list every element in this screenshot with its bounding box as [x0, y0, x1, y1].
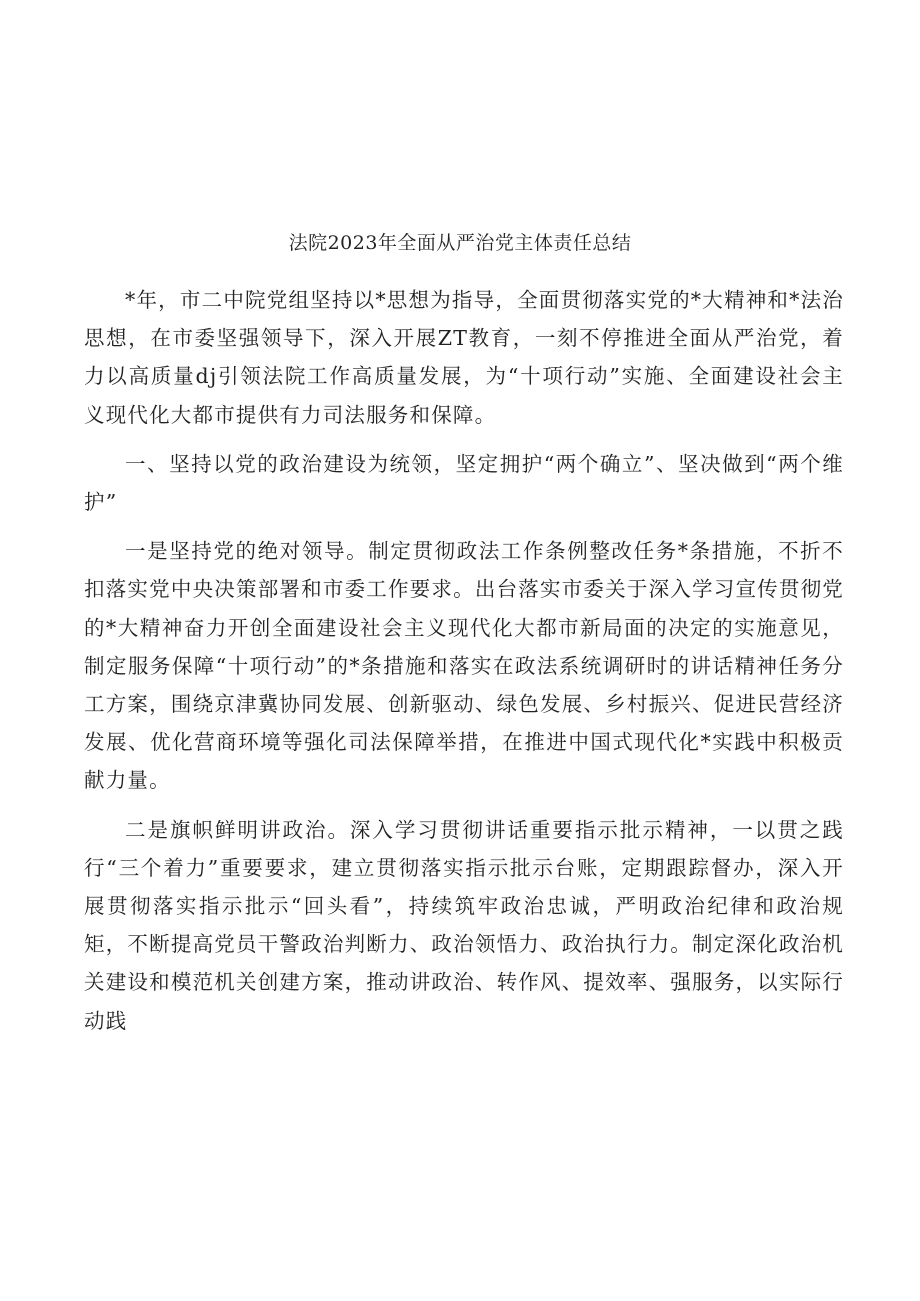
body-paragraph: 一是坚持党的绝对领导。制定贯彻政法工作条例整改任务*条措施，不折不扣落实党中央决策部署和市委工作要求。出台落实市委关于深入学习宣传贯彻党的*大精神奋力开创全面建设社会主义现代化大都市新局面的决定的实施意见，制定服务保障“十项行动”的*条措施和落实在政法系统调研时的讲话精神任务分工方案，围绕京津冀协同发展、创新驱动、绿色发展、乡村振兴、促进民营经济发展、优化营商环境等强化司法保障举措，在推进中国式现代化*实践中积极贡献力量。: [84, 539, 844, 793]
body-paragraph: 二是旗帜鲜明讲政治。深入学习贯彻讲话重要指示批示精神，一以贯之践行“三个着力”重要要求，建立贯彻落实指示批示台账，定期跟踪督办，深入开展贯彻落实指示批示“回头看”，持续筑牢政治忠诚，严明政治纪律和政治规矩，不断提高党员干警政治判断力、政治领悟力、政治执行力。制定深化政治机关建设和模范机关创建方案，推动讲政治、转作风、提效率、强服务，以实际行动践: [84, 817, 844, 1033]
section-heading: 一、坚持以党的政治建设为统领，坚定拥护“两个确立”、坚决做到“两个维护”: [84, 451, 844, 515]
document-title: 法院2023年全面从严治党主体责任总结: [288, 232, 632, 254]
intro-paragraph: *年，市二中院党组坚持以*思想为指导，全面贯彻落实党的*大精神和*法治思想，在市委坚强领导下，深入开展ZT教育，一刻不停推进全面从严治党，着力以高质量dj引领法院工作高质量发展，为“十项行动”实施、全面建设社会主义现代化大都市提供有力司法服务和保障。: [84, 288, 844, 427]
document-body: [84, 281, 844, 1040]
